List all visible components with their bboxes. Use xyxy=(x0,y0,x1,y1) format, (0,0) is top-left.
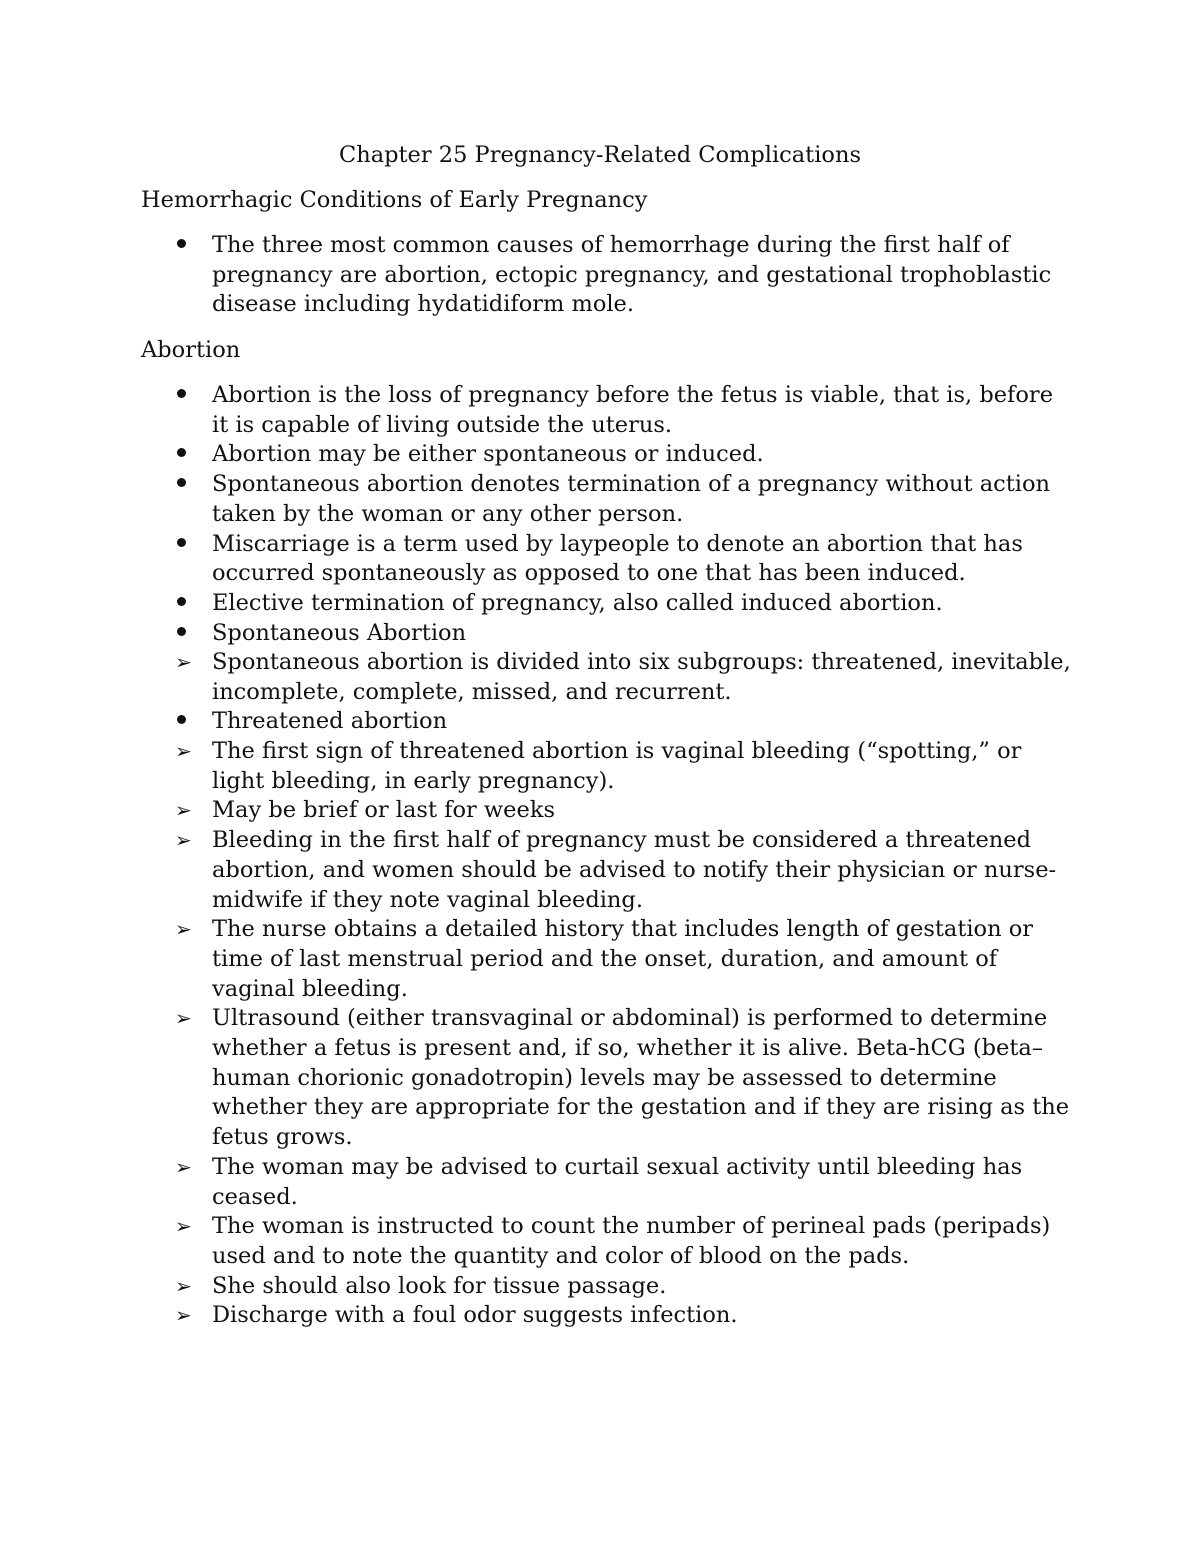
list-item-text: Spontaneous Abortion xyxy=(212,619,467,646)
bullet-icon xyxy=(171,589,191,619)
bullet-icon xyxy=(171,231,191,261)
list-item-text: Spontaneous abortion denotes termination of a pregnancy without action taken by the woman or any other person. xyxy=(212,471,1051,527)
arrow-bullet-icon: ➢ xyxy=(175,798,192,823)
list-item-text: Elective termination of pregnancy, also called induced abortion. xyxy=(212,589,943,616)
list-item-text: Miscarriage is a term used by laypeople to denote an abortion that has occurred spontaneously as opposed to one that has been induced. xyxy=(212,530,1023,587)
sublist-item xyxy=(141,1004,1072,1153)
arrow-bullet-icon: ➢ xyxy=(175,1214,192,1239)
list-item-text: Threatened abortion xyxy=(212,708,448,734)
sublist-item xyxy=(141,648,1072,707)
list-item-text: The three most common causes of hemorrhage during the first half of pregnancy are abortion, ectopic pregnancy, and gestational trophoblastic disease including hydatidiform mole. xyxy=(212,232,1052,318)
list-item xyxy=(141,231,1071,320)
list-item xyxy=(141,707,1071,737)
arrow-bullet-icon: ➢ xyxy=(175,1303,192,1328)
sublist-item-text: Spontaneous abortion is divided into six subgroups: threatened, inevitable, incomplete, complete, missed, and recurrent. xyxy=(212,649,1071,705)
sublist-item xyxy=(141,915,1072,1004)
list-item xyxy=(141,530,1071,589)
sublist-item-text: The woman is instructed to count the number of perineal pads (peripads) used and to note the quantity and color of blood on the pads. xyxy=(212,1213,1051,1269)
list-item xyxy=(141,381,1071,440)
bullet-list-hemorrhagic xyxy=(141,231,1071,320)
sublist-item xyxy=(141,826,1072,915)
list-item xyxy=(141,619,1071,649)
arrow-bullet-icon: ➢ xyxy=(175,1154,192,1179)
arrow-bullet-icon: ➢ xyxy=(175,917,192,942)
list-item xyxy=(141,470,1071,529)
section-heading-abortion: Abortion xyxy=(141,337,241,363)
arrow-bullet-icon: ➢ xyxy=(175,1273,192,1298)
bullet-list-threatened xyxy=(141,707,1071,737)
sublist-threatened-abortion xyxy=(175,737,1072,1331)
list-item xyxy=(141,589,1071,619)
bullet-icon xyxy=(171,707,191,737)
page-title: Chapter 25 Pregnancy-Related Complications xyxy=(338,142,861,168)
sublist-item-text: The nurse obtains a detailed history that includes length of gestation or time of last menstrual period and the onset, duration, and amount of vaginal bleeding. xyxy=(212,916,1034,1002)
sublist-item-text: Bleeding in the first half of pregnancy must be considered a threatened abortion, and women should be advised to notify their physician or nurse-midwife if they note vaginal bleeding. xyxy=(212,827,1057,913)
bullet-icon xyxy=(171,530,191,560)
sublist-item xyxy=(141,1301,1072,1331)
bullet-icon xyxy=(171,440,191,470)
sublist-item-text: Discharge with a foul odor suggests infection. xyxy=(212,1302,738,1329)
bullet-icon xyxy=(171,381,191,411)
sublist-item-text: May be brief or last for weeks xyxy=(212,797,555,824)
bullet-icon xyxy=(171,470,191,500)
sublist-item-text: Ultrasound (either transvaginal or abdominal) is performed to determine whether a fetus is present and, if so, whether it is alive. Beta-hCG (beta–human chorionic gonadotropin) levels may be assessed to determine whether they are appropriate for the gestation and if they are rising as the fetus grows. xyxy=(212,1005,1070,1151)
arrow-bullet-icon: ➢ xyxy=(175,828,192,853)
list-item-text: Abortion is the loss of pregnancy before the fetus is viable, that is, before it is capable of living outside the uterus. xyxy=(212,382,1054,438)
arrow-bullet-icon: ➢ xyxy=(175,1006,192,1031)
section-heading-hemorrhagic: Hemorrhagic Conditions of Early Pregnancy xyxy=(141,187,648,213)
sublist-item xyxy=(141,737,1072,796)
sublist-item xyxy=(141,1272,1072,1302)
list-item-text: Abortion may be either spontaneous or induced. xyxy=(212,441,764,468)
sublist-spontaneous-abortion xyxy=(175,648,1072,707)
sublist-item xyxy=(141,796,1072,826)
list-item xyxy=(141,440,1071,470)
sublist-item-text: She should also look for tissue passage. xyxy=(212,1272,667,1299)
arrow-bullet-icon: ➢ xyxy=(175,739,192,763)
sublist-item-text: The woman may be advised to curtail sexual activity until bleeding has ceased. xyxy=(212,1153,1023,1210)
sublist-item xyxy=(141,1153,1072,1212)
bullet-icon xyxy=(171,619,191,649)
arrow-bullet-icon: ➢ xyxy=(175,650,192,674)
sublist-item xyxy=(141,1212,1072,1271)
bullet-list-abortion xyxy=(141,381,1071,648)
sublist-item-text: The first sign of threatened abortion is vaginal bleeding (“spotting,” or light bleeding, in early pregnancy). xyxy=(212,738,1022,794)
